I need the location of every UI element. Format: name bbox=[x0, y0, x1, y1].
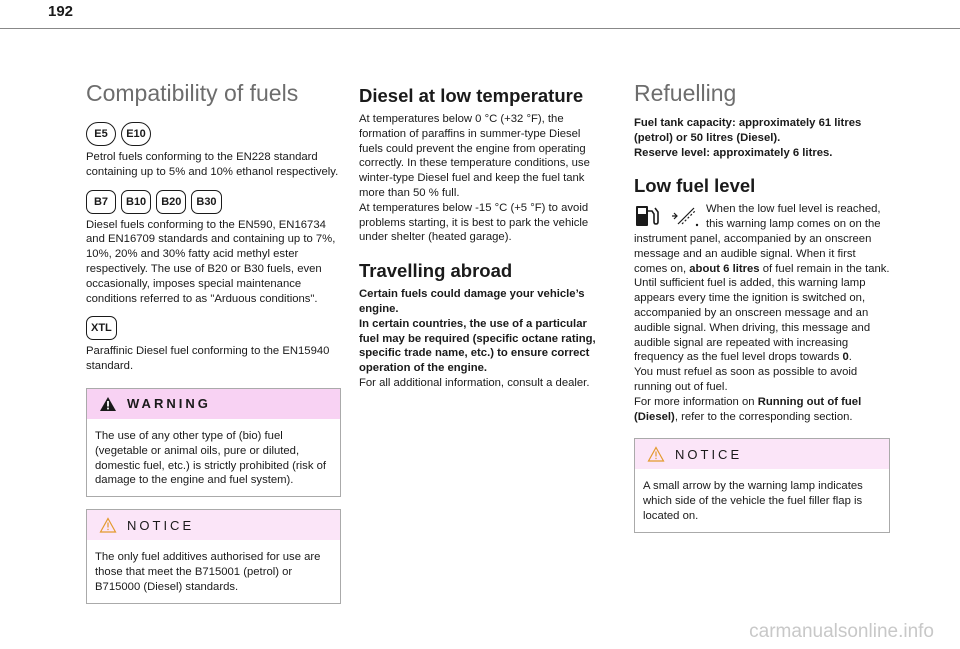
notice-text: The only fuel additives authorised for use are those that meet the B715001 (petrol) or B715000 (Diesel) standards. bbox=[95, 551, 321, 593]
fuel-pump-icon bbox=[634, 204, 662, 228]
xtl-badge-icon: XTL bbox=[86, 316, 117, 340]
b10-badge-icon: B10 bbox=[121, 190, 151, 214]
header-divider bbox=[0, 28, 960, 29]
diesel-low-p1: At temperatures below 0 °C (+32 °F), the formation of paraffins in summer-type Diesel fuels could prevent the engine from operating correctly. In these temperature conditions, use winter-type Diesel fuel and keep the fuel tank more than 50 % full. bbox=[359, 113, 590, 199]
warning-text: The use of any other type of (bio) fuel (vegetable or animal oils, pure or diluted, domestic fuel, etc.) is strictly prohibited (risk of damage to the engine and fuel system). bbox=[95, 429, 327, 487]
abroad-bold1: Certain fuels could damage your vehicle’s engine. bbox=[359, 288, 585, 315]
abroad-title: Travelling abroad bbox=[359, 260, 513, 282]
low-fuel-notice-header bbox=[635, 439, 889, 469]
diesel-text: Diesel fuels conforming to the EN590, EN16734 and EN16709 standards and containing up to 7%, 10%, 20% and 30% fatty acid methyl ester respectively. The use of B20 or B30 fuels, even occasionally, imposes special maintenance conditions referred to as "Arduous conditions". bbox=[86, 218, 336, 305]
low-fuel-notice-title: NOTICE bbox=[675, 446, 743, 462]
low-fuel-p1-text: When the low fuel level is reached, this warning lamp comes on on the instrument panel, accompanied by an onscreen message and an audible signal. When it first comes on, bbox=[634, 203, 881, 275]
diesel-column bbox=[359, 84, 605, 391]
low-fuel-zero: 0 bbox=[842, 351, 849, 364]
low-fuel-notice-text: A small arrow by the warning lamp indicates which side of the vehicle the fuel filler flap is located on. bbox=[643, 480, 863, 522]
xtl-badges bbox=[86, 316, 341, 340]
tank-capacity: Fuel tank capacity: approximately 61 litres (petrol) or 50 litres (Diesel). bbox=[634, 117, 862, 144]
low-fuel-p3: You must refuel as soon as possible to avoid running out of fuel. bbox=[634, 366, 858, 393]
b30-badge-icon: B30 bbox=[191, 190, 221, 214]
fuel-filler-arrow-icon bbox=[670, 204, 700, 228]
warning-box bbox=[86, 388, 341, 497]
low-fuel-p1-end: of fuel remain in the tank. bbox=[759, 262, 890, 275]
abroad-text: For all additional information, consult a dealer. bbox=[359, 376, 590, 389]
page-number: 192 bbox=[48, 3, 74, 20]
b20-badge-icon: B20 bbox=[156, 190, 186, 214]
low-fuel-body bbox=[634, 202, 890, 424]
e10-badge-icon: E10 bbox=[121, 122, 151, 146]
running-out-link: Running out of fuel (Diesel) bbox=[634, 395, 862, 423]
diesel-badges bbox=[86, 190, 341, 214]
low-fuel-p4-text: For more information on bbox=[634, 395, 758, 408]
compatibility-title: Compatibility of fuels bbox=[86, 80, 299, 106]
abroad-bold2: In certain countries, the use of a particular fuel may be required (specific octane rating, specific trade name, etc.) to ensure correct operation of the engine. bbox=[359, 317, 596, 375]
notice-header bbox=[87, 510, 340, 540]
low-fuel-litres: about 6 litres bbox=[689, 262, 760, 275]
diesel-low-title: Diesel at low temperature bbox=[359, 85, 584, 106]
low-fuel-p2-text: Until sufficient fuel is added, this warning lamp appears every time the ignition is switched on, accompanied by an onscreen message and an audible signal. When driving, this message and audible signal are repeated with increasing frequency as the fuel level drops towards bbox=[634, 277, 871, 364]
xtl-text: Paraffinic Diesel fuel conforming to the EN15940 standard. bbox=[86, 345, 330, 373]
b7-badge-icon: B7 bbox=[86, 190, 116, 214]
compatibility-column bbox=[86, 78, 341, 604]
low-fuel-notice-box bbox=[634, 438, 890, 532]
reserve-level: Reserve level: approximately 6 litres. bbox=[634, 146, 833, 159]
low-fuel-p2-end: . bbox=[848, 351, 852, 364]
notice-triangle-icon bbox=[647, 446, 665, 462]
watermark: carmanualsonline.info bbox=[749, 621, 934, 642]
notice-title: NOTICE bbox=[127, 517, 195, 533]
e5-badge-icon: E5 bbox=[86, 122, 116, 146]
low-fuel-p4-end: , refer to the corresponding section. bbox=[674, 410, 853, 423]
notice-triangle-icon bbox=[99, 517, 117, 533]
petrol-badges bbox=[86, 122, 341, 146]
warning-title: WARNING bbox=[127, 396, 211, 412]
low-fuel-p2 bbox=[634, 276, 890, 365]
petrol-text: Petrol fuels conforming to the EN228 standard containing up to 5% and 10% ethanol respectively. bbox=[86, 151, 339, 178]
low-fuel-title: Low fuel level bbox=[634, 175, 756, 197]
low-fuel-p4 bbox=[634, 395, 890, 425]
low-fuel-icons bbox=[634, 202, 700, 228]
warning-header bbox=[87, 389, 340, 419]
refuel-column bbox=[634, 78, 890, 533]
diesel-low-p2: At temperatures below -15 °C (+5 °F) to avoid problems starting, it is best to park the vehicle under shelter (heated garage). bbox=[359, 201, 589, 244]
warning-triangle-icon bbox=[99, 396, 117, 412]
notice-box bbox=[86, 509, 341, 603]
refuel-title: Refuelling bbox=[634, 80, 737, 106]
